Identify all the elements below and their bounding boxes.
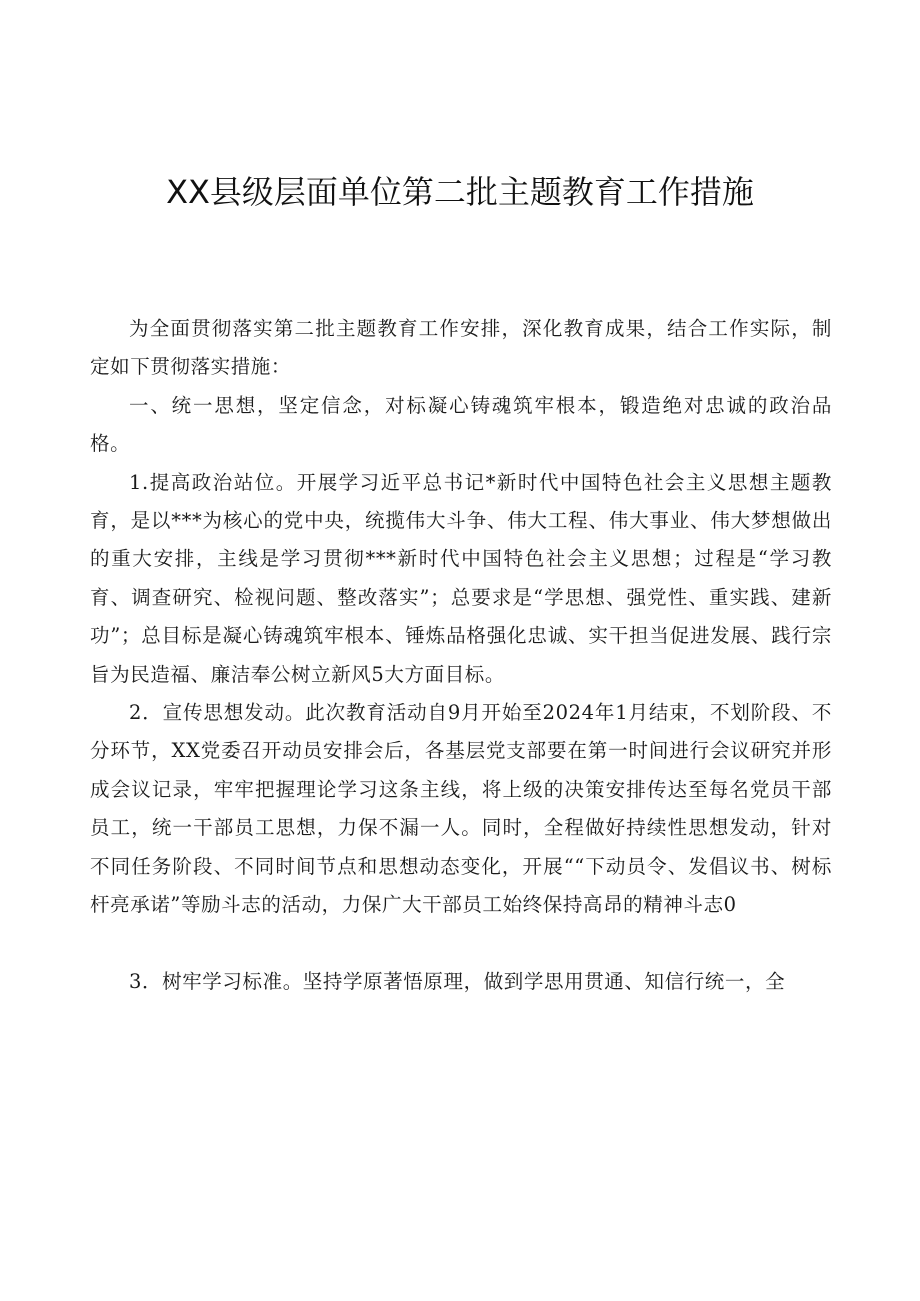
- paragraph-section-1-heading: 一、统一思想，坚定信念，对标凝心铸魂筑牢根本，锻造绝对忠诚的政治品格。: [90, 393, 832, 456]
- document-title: XX县级层面单位第二批主题教育工作措施: [166, 173, 754, 211]
- paragraph-item-3: 3．树牢学习标准。坚持学原著悟原理，做到学思用贯通、知信行统一，全: [129, 969, 786, 993]
- paragraph-intro: 为全面贯彻落实第二批主题教育工作安排，深化教育成果，结合工作实际，制定如下贯彻落实措施：: [90, 317, 832, 379]
- paragraph-spacer: [90, 925, 832, 963]
- paragraph-item-1: 1.提高政治站位。开展学习近平总书记*新时代中国特色社会主义思想主题教育，是以***为核心的党中央，统揽伟大斗争、伟大工程、伟大事业、伟大梦想做出的重大安排，主线是学习贯彻***新时代中国特色社会主义思想；过程是“学习教育、调查研究、检视问题、整改落实”；总要求是“学思想、强党性、重实践、建新功”；总目标是凝心铸魂筑牢根本、锤炼品格强化忠诚、实干担当促进发展、践行宗旨为民造福、廉洁奉公树立新风5大方面目标。: [90, 470, 832, 686]
- paragraph-item-2: 2．宣传思想发动。此次教育活动自9月开始至2024年1月结束，不划阶段、不分环节，XX党委召开动员安排会后，各基层党支部要在第一时间进行会议研究并形成会议记录，牢牢把握理论学习这条主线，将上级的决策安排传达至每名党员干部员工，统一干部员工思想，力保不漏一人。同时，全程做好持续性思想发动，针对不同任务阶段、不同时间节点和思想动态变化，开展““下动员令、发倡议书、树标杆亮承诺”等励斗志的活动，力保广大干部员工始终保持高昂的精神斗志0: [90, 701, 832, 917]
- document-body: [90, 310, 832, 1001]
